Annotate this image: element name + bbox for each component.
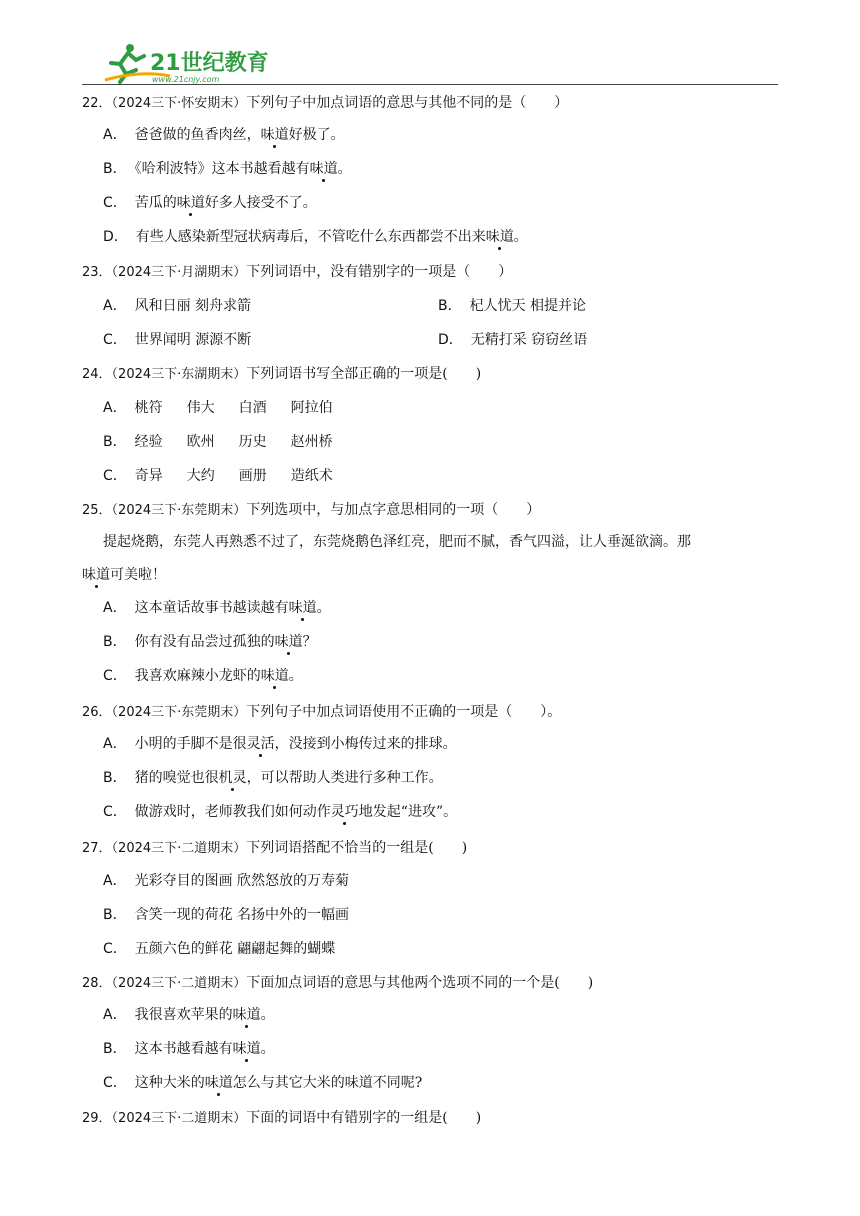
question-24-option-b: B． 经验 欧州 历史 赵州桥 bbox=[103, 434, 333, 450]
question-23-option-d: D． 无精打采 窃窃丝语 bbox=[438, 332, 588, 348]
question-24-stem: 24．（2024三下·东湖期末）下列词语书写全部正确的一项是( ) bbox=[82, 366, 482, 382]
question-27-option-a: A． 光彩夺目的图画 欣然怒放的万寿菊 bbox=[103, 873, 350, 889]
question-22-option-c: C． 苦瓜的味道好多人接受不了。 bbox=[103, 195, 317, 211]
question-26-option-b: B． 猪的嗅觉也很机灵，可以帮助人类进行多种工作。 bbox=[103, 770, 443, 786]
header-rule bbox=[82, 84, 778, 85]
question-28-option-a: A． 我很喜欢苹果的味道。 bbox=[103, 1007, 275, 1023]
question-22-option-d: D． 有些人感染新型冠状病毒后，不管吃什么东西都尝不出来味道。 bbox=[103, 229, 528, 245]
question-23-option-c: C． 世界闻明 源源不断 bbox=[103, 332, 252, 348]
question-29-stem: 29．（2024三下·二道期末）下面的词语中有错别字的一组是( ) bbox=[82, 1110, 482, 1126]
question-28-stem: 28．（2024三下·二道期末）下面加点词语的意思与其他两个选项不同的一个是( ) bbox=[82, 975, 594, 991]
question-27-option-c: C． 五颜六色的鲜花 翩翩起舞的蝴蝶 bbox=[103, 941, 336, 957]
question-25-passage: 提起烧鹅，东莞人再熟悉不过了，东莞烧鹅色泽红亮，肥而不腻，香气四溢，让人垂涎欲滴。那 bbox=[103, 534, 691, 550]
question-27-option-b: B． 含笑一现的荷花 名扬中外的一幅画 bbox=[103, 907, 350, 923]
question-24-option-c: C． 奇异 大约 画册 造纸术 bbox=[103, 468, 333, 484]
question-25-option-a: A． 这本童话故事书越读越有味道。 bbox=[103, 600, 331, 616]
question-27-stem: 27．（2024三下·二道期末）下列词语搭配不恰当的一组是( ) bbox=[82, 840, 468, 856]
question-28-option-c: C． 这种大米的味道怎么与其它大米的味道不同呢? bbox=[103, 1075, 423, 1091]
question-22-option-b: B． 《哈利波特》这本书越看越有味道。 bbox=[103, 161, 352, 177]
question-22-option-a: A． 爸爸做的鱼香肉丝，味道好极了。 bbox=[103, 127, 345, 143]
question-26-stem: 26．（2024三下·东莞期末）下列句子中加点词语使用不正确的一项是（ ）。 bbox=[82, 704, 562, 720]
question-25-option-c: C． 我喜欢麻辣小龙虾的味道。 bbox=[103, 668, 303, 684]
question-24-option-a: A． 桃符 伟大 白酒 阿拉伯 bbox=[103, 400, 333, 416]
question-25-option-b: B． 你有没有品尝过孤独的味道？ bbox=[103, 634, 317, 650]
question-25-stem: 25．（2024三下·东莞期末）下列选项中，与加点字意思相同的一项（ ） bbox=[82, 502, 541, 518]
question-25-passage-cont: 味道可美啦！ bbox=[82, 567, 166, 583]
question-26-option-a: A． 小明的手脚不是很灵活，没接到小梅传过来的排球。 bbox=[103, 736, 457, 752]
logo-21cnjy bbox=[100, 40, 270, 86]
logo-text: 21世纪教育 bbox=[150, 51, 269, 76]
logo-url-text: www.21cnjy.com bbox=[152, 75, 220, 84]
question-22-stem: 22．（2024三下·怀安期末）下列句子中加点词语的意思与其他不同的是（ ） bbox=[82, 95, 569, 111]
question-23-option-a: A． 风和日丽 刻舟求箭 bbox=[103, 298, 252, 314]
question-26-option-c: C． 做游戏时，老师教我们如何动作灵巧地发起“进攻”。 bbox=[103, 804, 458, 820]
question-23-stem: 23．（2024三下·月湖期末）下列词语中，没有错别字的一项是（ ） bbox=[82, 264, 513, 280]
question-23-option-b: B． 杞人忧天 相提并论 bbox=[438, 298, 587, 314]
question-28-option-b: B． 这本书越看越有味道。 bbox=[103, 1041, 275, 1057]
